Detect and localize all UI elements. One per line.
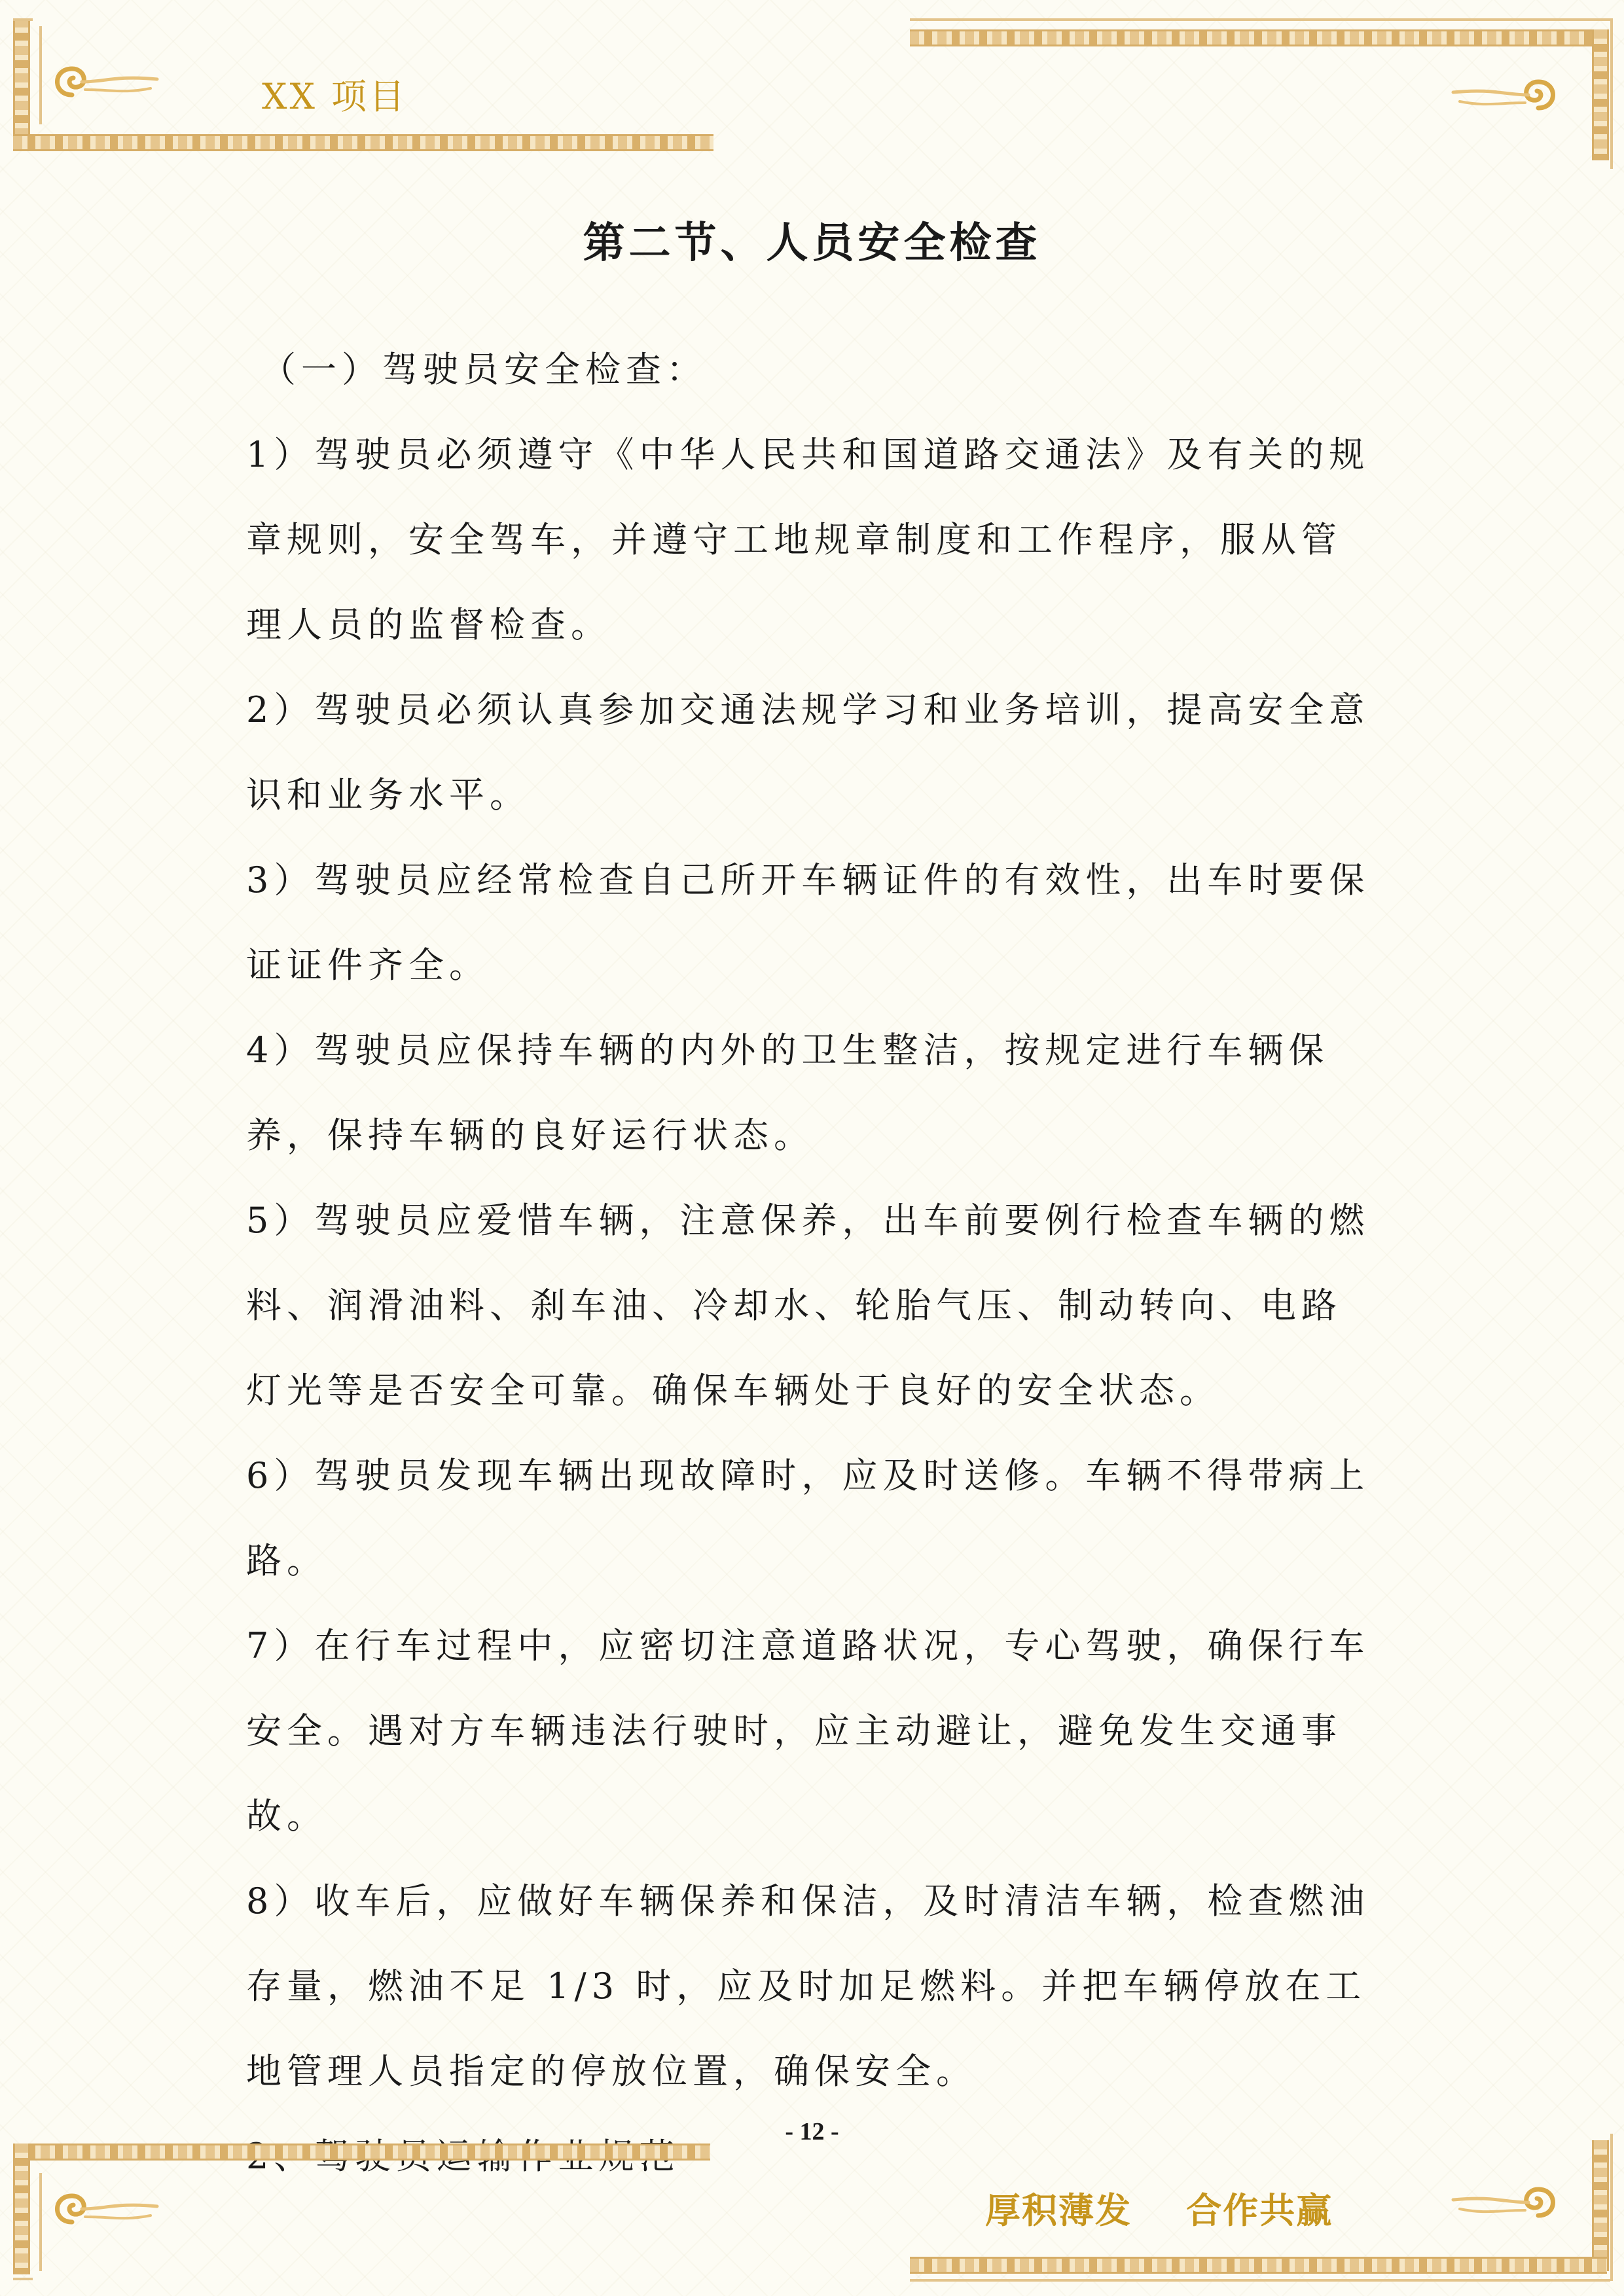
page-number: - 12 - xyxy=(785,2118,839,2145)
paragraph-item-8: 8）收车后，应做好车辆保养和保洁，及时清洁车辆，检查燃油存量，燃油不足 1/3 时，应及时加足燃料。并把车辆停放在工地管理人员指定的停放位置，确保安全。 xyxy=(246,1880,1370,2092)
cloud-scroll-icon xyxy=(46,2183,164,2235)
paragraph-item-5: 5）驾驶员应爱惜车辆，注意保养，出车前要例行检查车辆的燃料、润滑油料、刹车油、冷却水、轮胎气压、制动转向、电路灯光等是否安全可靠。确保车辆处于良好的安全状态。 xyxy=(246,1200,1370,1411)
paragraph-item-7: 7）在行车过程中，应密切注意道路状况，专心驾驶，确保行车安全。遇对方车辆违法行驶时，应主动避让，避免发生交通事故。 xyxy=(246,1625,1370,1837)
header-project-title: XX 项目 xyxy=(262,76,408,117)
paragraph-item-3: 3）驾驶员应经常检查自己所开车辆证件的有效性，出车时要保证证件齐全。 xyxy=(246,859,1370,986)
footer-slogan: 厚积薄发 合作共赢 xyxy=(985,2189,1333,2231)
cloud-scroll-icon xyxy=(1447,69,1564,121)
section-title: 第二节、人员安全检查 xyxy=(583,219,1041,268)
cloud-scroll-icon xyxy=(46,56,164,108)
document-body xyxy=(246,327,1379,2199)
paragraph-item-6: 6）驾驶员发现车辆出现故障时，应及时送修。车辆不得带病上路。 xyxy=(246,1455,1370,1581)
paragraph-item-1: 1）驾驶员必须遵守《中华人民共和国道路交通法》及有关的规章规则，安全驾车，并遵守工地规章制度和工作程序，服从管理人员的监督检查。 xyxy=(246,434,1370,645)
paragraph-heading: （一）驾驶员安全检查： xyxy=(261,349,707,390)
paragraph-item-2: 2）驾驶员必须认真参加交通法规学习和业务培训，提高安全意识和业务水平。 xyxy=(246,689,1370,816)
cloud-scroll-icon xyxy=(1447,2176,1564,2229)
paragraph-item-4: 4）驾驶员应保持车辆的内外的卫生整洁，按规定进行车辆保养，保持车辆的良好运行状态。 xyxy=(246,1030,1329,1156)
